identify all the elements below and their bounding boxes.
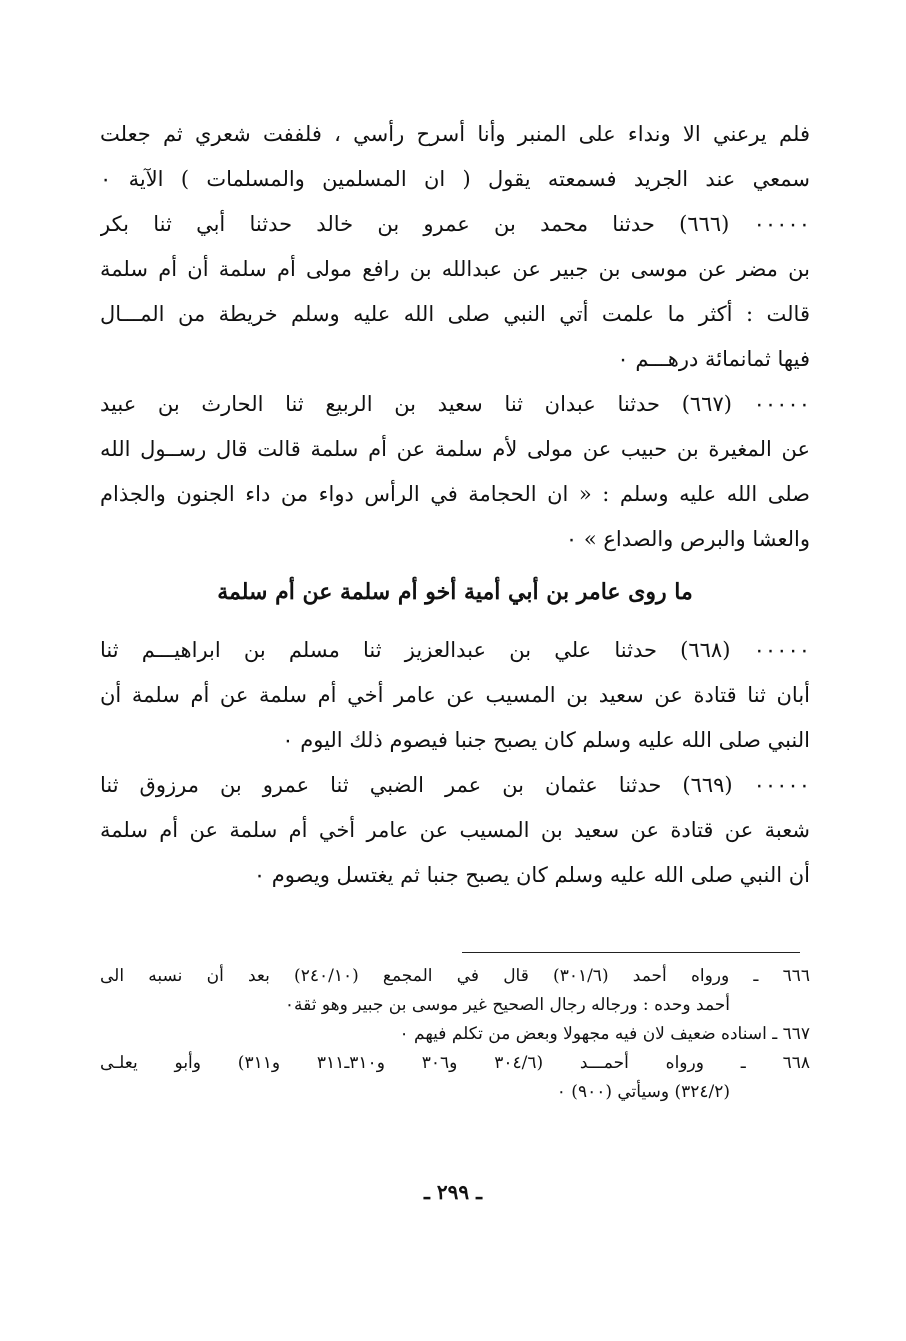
page-number: ـ ٢٩٩ ـ <box>424 1180 482 1204</box>
footnote-line: (٣٢٤/٢) وسيأتي (٩٠٠) ٠ <box>556 1082 730 1102</box>
text-line: والعشا والبرص والصداع » ٠ <box>565 527 810 551</box>
text-line: ٠٠٠٠٠ (٦٦٨) حدثنا علي بن عبدالعزيز ثنا مسلم بن ابراهيـــم ثنا <box>100 638 810 662</box>
text-line: قالت : أكثر ما علمت أتي النبي صلى الله عليه وسلم خريطة من المـــال <box>100 302 810 326</box>
text-line: فيها ثمانمائة درهـــم ٠ <box>617 347 810 371</box>
footnote-line: ٦٦٦ ـ ورواه أحمد (٣٠١/٦) قال في المجمع (٢٤٠/١٠) بعد أن نسبه الى <box>100 966 810 986</box>
text-line: ٠٠٠٠٠ (٦٦٦) حدثنا محمد بن عمرو بن خالد حدثنا أبي ثنا بكر <box>100 212 810 236</box>
text-line: بن مضر عن موسى بن جبير عن عبدالله بن رافع مولى أم سلمة أن أم سلمة <box>100 257 810 281</box>
footnote-line: ٦٦٧ ـ اسناده ضعيف لان فيه مجهولا وبعض من تكلم فيهم ٠ <box>399 1024 810 1044</box>
footnote-divider <box>462 952 800 953</box>
footnote-line: أحمد وحده : ورجاله رجال الصحيح غير موسى بن جبير وهو ثقة٠ <box>284 995 730 1015</box>
text-line: ٠٠٠٠٠ (٦٦٧) حدثنا عبدان ثنا سعيد بن الربيع ثنا الحارث بن عبيد <box>100 392 810 416</box>
main-text <box>100 112 810 898</box>
footnotes <box>100 962 810 1107</box>
text-line: ٠٠٠٠٠ (٦٦٩) حدثنا عثمان بن عمر الضبي ثنا عمرو بن مرزوق ثنا <box>100 773 810 797</box>
text-line: صلى الله عليه وسلم : « ان الحجامة في الرأس دواء من داء الجنون والجذام <box>100 482 810 506</box>
section-heading: ما روى عامر بن أبي أمية أخو أم سلمة عن أم سلمة <box>217 579 693 605</box>
text-line: فلم يرعني الا ونداء على المنبر وأنا أسرح رأسي ، فلففت شعري ثم جعلت <box>100 122 810 146</box>
footnote-line: ٦٦٨ ـ ورواه أحمـــد (٣٠٤/٦ و٣٠٦ و٣١٠ـ٣١١ و٣١١) وأبو يعلـى <box>100 1053 810 1073</box>
text-line: أبان ثنا قتادة عن سعيد بن المسيب عن عامر أخي أم سلمة عن أم سلمة أن <box>100 683 810 707</box>
text-line: أن النبي صلى الله عليه وسلم كان يصبح جنبا ثم يغتسل ويصوم ٠ <box>253 863 810 887</box>
text-line: شعبة عن قتادة عن سعيد بن المسيب عن عامر أخي أم سلمة عن أم سلمة <box>100 818 810 842</box>
text-line: عن المغيرة بن حبيب عن مولى لأم سلمة عن أم سلمة قالت قال رســول الله <box>100 437 810 461</box>
text-line: النبي صلى الله عليه وسلم كان يصبح جنبا فيصوم ذلك اليوم ٠ <box>282 728 810 752</box>
text-line: سمعي عند الجريد فسمعته يقول ( ان المسلمين والمسلمات ) الآية ٠ <box>100 167 810 191</box>
